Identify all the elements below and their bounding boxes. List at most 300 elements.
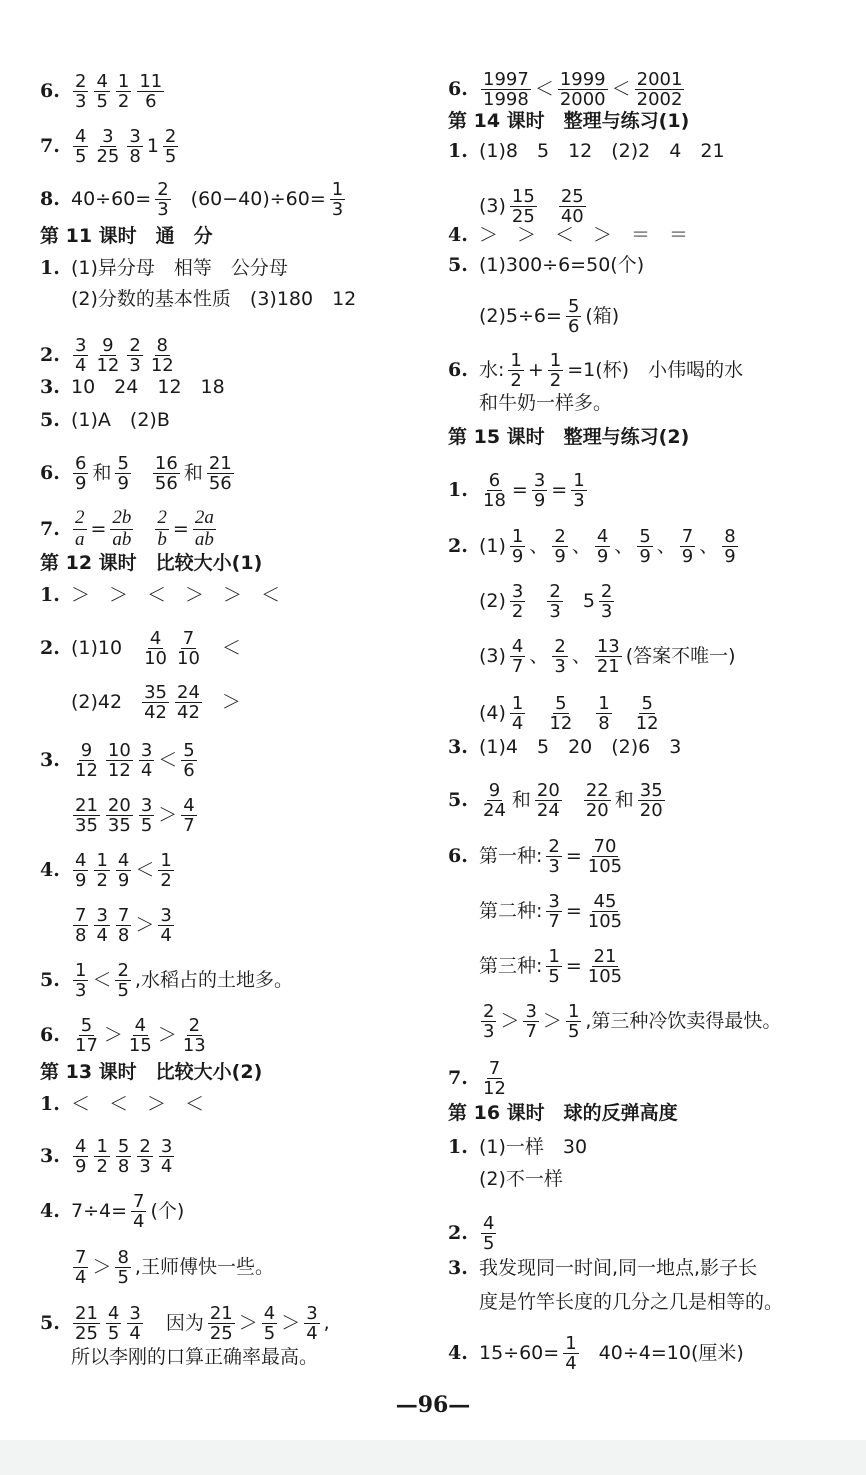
- question-number: 4.: [448, 224, 468, 246]
- question-number: 1.: [448, 140, 468, 162]
- fraction: [115, 1248, 130, 1288]
- answer-line: [40, 796, 200, 836]
- fraction-denominator: 24: [483, 800, 506, 822]
- answer-text: 因为: [146, 1312, 204, 1335]
- answer-text: 、: [699, 535, 719, 558]
- fraction-numerator: 5: [117, 453, 129, 474]
- lesson-heading: [448, 1104, 678, 1123]
- fraction: [73, 796, 100, 836]
- answer-line: [448, 226, 689, 245]
- question-number: 1.: [448, 1136, 468, 1158]
- lesson-title: 第 11 课时 通 分: [40, 225, 213, 247]
- fraction: [304, 1304, 319, 1344]
- answer-line: [40, 906, 177, 946]
- answer-text: ＜: [611, 78, 631, 101]
- fraction-numerator: 4: [149, 628, 162, 649]
- fraction: [566, 1002, 581, 1042]
- fraction-numerator: 1: [573, 470, 585, 491]
- lesson-heading: [40, 227, 213, 246]
- question-number: 3.: [448, 1257, 468, 1279]
- fraction: [137, 1137, 152, 1177]
- answer-line: [40, 1304, 331, 1344]
- answer-text: ＞: [157, 1024, 177, 1047]
- fraction-numerator: 1: [567, 1001, 580, 1022]
- fraction: [73, 336, 88, 376]
- answer-line: [40, 1137, 177, 1177]
- question-number: 1.: [40, 1093, 60, 1115]
- fraction-denominator: 4: [140, 760, 153, 782]
- fraction: [106, 796, 133, 836]
- fraction-denominator: 2: [549, 370, 562, 392]
- fraction-denominator: 7: [525, 1021, 537, 1043]
- fraction-denominator: ab: [112, 528, 132, 550]
- fraction-numerator: 4: [263, 1303, 276, 1324]
- fraction: [552, 527, 567, 567]
- fraction: [73, 906, 88, 946]
- answer-text: 和: [614, 789, 634, 812]
- answer-line: [448, 394, 613, 413]
- fraction-denominator: 5: [75, 146, 87, 168]
- fraction-numerator: 3: [525, 1001, 537, 1022]
- fraction-numerator: 3: [533, 470, 546, 491]
- answer-text: ＞: [135, 914, 155, 937]
- answer-line: [448, 892, 627, 932]
- fraction: [595, 527, 610, 567]
- fraction-numerator: 4: [596, 526, 609, 547]
- fraction-numerator: 8: [156, 335, 168, 356]
- answer-line: [448, 837, 627, 877]
- fraction: [127, 127, 142, 167]
- fraction-denominator: 3: [139, 1156, 151, 1178]
- fraction: [175, 683, 202, 723]
- fraction: [158, 906, 173, 946]
- answer-text: (答案不唯一): [625, 645, 736, 668]
- fraction-numerator: 4: [134, 1015, 147, 1036]
- fraction-denominator: 3: [600, 601, 613, 623]
- answer-line: [40, 411, 171, 430]
- fraction-numerator: 1: [75, 960, 87, 981]
- fraction-numerator: 3: [511, 581, 524, 602]
- fraction-denominator: 2: [117, 91, 130, 113]
- fraction-denominator: 4: [511, 713, 524, 735]
- fraction-numerator: 16: [154, 453, 178, 474]
- answer-text: 和: [92, 462, 112, 485]
- fraction: [532, 471, 547, 511]
- question-number: 6.: [448, 845, 468, 868]
- fraction: [163, 127, 178, 167]
- fraction: [262, 1304, 277, 1344]
- fraction-denominator: 40: [560, 206, 584, 228]
- fraction: [680, 527, 695, 567]
- lesson-heading: [448, 112, 689, 131]
- fraction-denominator: 13: [182, 1035, 206, 1057]
- fraction-denominator: 35: [107, 815, 131, 837]
- answer-line: [40, 586, 281, 605]
- fraction: [73, 508, 87, 550]
- answer-line: [448, 142, 726, 161]
- fraction: [599, 582, 614, 622]
- fraction-denominator: 7: [183, 815, 195, 837]
- answer-line: [448, 1170, 564, 1189]
- fraction-numerator: 1997: [483, 69, 529, 90]
- question-number: 7.: [40, 135, 60, 158]
- answer-line: [40, 454, 237, 494]
- fraction-numerator: 70: [593, 836, 617, 857]
- fraction-numerator: 3: [129, 1303, 141, 1324]
- answer-text: (1)一样 30: [479, 1136, 588, 1158]
- question-number: 2.: [40, 637, 60, 660]
- fraction-denominator: 9: [117, 870, 130, 892]
- footer-band: [0, 1440, 866, 1475]
- fraction-denominator: 9: [596, 546, 609, 568]
- fraction-numerator: 2a: [194, 507, 214, 528]
- fraction: [137, 72, 164, 112]
- question-number: 6.: [40, 1024, 60, 1047]
- answer-line: [40, 290, 357, 309]
- fraction: [563, 1334, 578, 1374]
- fraction-numerator: 1: [510, 350, 522, 371]
- fraction-denominator: 4: [96, 925, 108, 947]
- fraction-denominator: 6: [145, 91, 157, 113]
- answer-line: [448, 582, 617, 622]
- answer-text: =: [90, 517, 107, 540]
- fraction: [181, 1016, 208, 1056]
- question-number: 1.: [40, 257, 60, 279]
- fraction: [481, 471, 508, 511]
- lesson-title: 第 14 课时 整理与练习(1): [448, 110, 690, 132]
- answer-text: 和牛奶一样多。: [479, 392, 613, 414]
- fraction: [73, 1304, 100, 1344]
- fraction: [142, 683, 169, 723]
- fraction-denominator: 9: [75, 1156, 87, 1178]
- answer-text: (2): [479, 590, 506, 613]
- fraction-denominator: 3: [331, 199, 344, 221]
- answer-line: [448, 1293, 784, 1312]
- answer-line: [40, 741, 200, 781]
- answer-line: [40, 961, 294, 1001]
- answer-line: [40, 629, 242, 669]
- fraction-numerator: 7: [488, 1058, 501, 1079]
- answer-text: 、: [529, 645, 549, 668]
- fraction: [510, 527, 525, 567]
- fraction-numerator: 3: [96, 905, 108, 926]
- fraction-numerator: 2: [188, 1015, 201, 1036]
- answer-line: [448, 256, 645, 275]
- question-number: 6.: [448, 359, 468, 382]
- fraction-denominator: 9: [117, 473, 129, 495]
- fraction-numerator: 5: [183, 740, 195, 761]
- answer-text: ＞: [103, 1024, 123, 1047]
- fraction-denominator: 1998: [483, 89, 529, 111]
- answer-line: [40, 336, 179, 376]
- fraction-numerator: 1: [160, 850, 172, 871]
- fraction: [127, 1304, 142, 1344]
- fraction-numerator: 4: [75, 850, 87, 871]
- answer-line: [448, 187, 589, 227]
- answer-text: 1: [146, 135, 159, 158]
- fraction: [559, 187, 586, 227]
- fraction-numerator: 3: [548, 891, 560, 912]
- fraction: [546, 947, 561, 987]
- fraction: [481, 1059, 508, 1099]
- fraction-denominator: 9: [511, 546, 524, 568]
- fraction: [330, 180, 345, 220]
- fraction: [94, 851, 109, 891]
- fraction-denominator: 2000: [559, 89, 606, 111]
- fraction-numerator: 4: [483, 1213, 495, 1234]
- fraction-numerator: 13: [596, 636, 620, 657]
- lesson-title: 第 15 课时 整理与练习(2): [448, 426, 690, 448]
- fraction: [586, 892, 624, 932]
- fraction-denominator: 9: [75, 473, 87, 495]
- fraction: [127, 1016, 154, 1056]
- fraction-denominator: a: [75, 528, 85, 550]
- fraction-denominator: 5: [117, 980, 129, 1002]
- answer-text: (2)42: [71, 691, 123, 714]
- answer-line: [448, 1214, 499, 1254]
- fraction-numerator: 21: [209, 1303, 233, 1324]
- fraction-numerator: 2001: [636, 69, 683, 90]
- fraction: [116, 851, 131, 891]
- answer-text: (1)8 5 12 (2)2 4 21: [479, 140, 725, 162]
- answer-line: [448, 694, 664, 734]
- fraction-numerator: 1: [598, 693, 610, 714]
- lesson-title: 第 12 课时 比较大小(1): [40, 552, 263, 574]
- question-number: 2.: [448, 1222, 468, 1245]
- fraction: [73, 1016, 100, 1056]
- fraction: [94, 1137, 109, 1177]
- fraction-numerator: 5: [80, 1015, 93, 1036]
- answer-text: (2)分数的基本性质 (3)180 12: [71, 288, 357, 310]
- fraction-denominator: 3: [75, 91, 87, 113]
- fraction: [547, 694, 574, 734]
- fraction: [73, 961, 88, 1001]
- fraction: [155, 508, 169, 550]
- answer-text: (3): [479, 195, 506, 218]
- answer-text: ＞: [221, 691, 241, 714]
- answer-line: [40, 259, 289, 278]
- fraction: [155, 180, 170, 220]
- answer-text: =: [565, 845, 582, 868]
- lesson-title: 第 16 课时 球的反弹高度: [448, 1102, 678, 1124]
- fraction-denominator: 9: [639, 546, 651, 568]
- fraction-numerator: 5: [555, 693, 567, 714]
- fraction-numerator: 2: [549, 581, 561, 602]
- answer-line: [40, 180, 348, 220]
- answer-text: 、: [571, 535, 591, 558]
- fraction: [116, 906, 131, 946]
- lesson-heading: [448, 428, 689, 447]
- fraction-denominator: 20: [585, 800, 609, 822]
- fraction-numerator: 7: [75, 905, 87, 926]
- fraction-numerator: 15: [511, 186, 535, 207]
- fraction: [548, 351, 563, 391]
- answer-text: ＜: [92, 969, 112, 992]
- answer-text: (1)10: [71, 637, 123, 660]
- fraction-numerator: 7: [681, 526, 694, 547]
- answer-text: (4): [479, 702, 506, 725]
- fraction-numerator: 2: [157, 179, 169, 200]
- answer-line: [40, 1348, 319, 1367]
- fraction-denominator: 12: [107, 760, 131, 782]
- fraction: [73, 1248, 88, 1288]
- fraction-numerator: 3: [75, 335, 87, 356]
- fraction: [635, 70, 685, 110]
- fraction-denominator: 8: [129, 146, 141, 168]
- fraction-denominator: 8: [598, 713, 610, 735]
- answer-text: =: [551, 479, 568, 502]
- fraction-denominator: 5: [548, 966, 560, 988]
- fraction-denominator: ab: [194, 528, 214, 550]
- fraction-denominator: 2: [96, 1156, 108, 1178]
- fraction-numerator: 2: [600, 581, 613, 602]
- answer-text: 度是竹竿长度的几分之几是相等的。: [479, 1291, 784, 1313]
- answer-line: [448, 471, 590, 511]
- answer-text: 15÷60=: [479, 1342, 560, 1365]
- fraction-numerator: 1999: [559, 69, 606, 90]
- answer-text: 第二种:: [479, 900, 543, 923]
- answer-text: ,第三种冷饮卖得最快。: [585, 1010, 782, 1033]
- question-number: 1.: [40, 584, 60, 606]
- fraction-denominator: 25: [96, 146, 120, 168]
- fraction-denominator: 8: [117, 1156, 130, 1178]
- fraction-denominator: 12: [635, 713, 659, 735]
- fraction-denominator: 9: [533, 490, 546, 512]
- fraction-numerator: 4: [75, 1136, 87, 1157]
- fraction: [595, 637, 622, 677]
- fraction: [181, 796, 196, 836]
- fraction-numerator: 21: [208, 453, 232, 474]
- fraction: [546, 837, 561, 877]
- fraction: [175, 629, 202, 669]
- answer-line: [448, 70, 687, 110]
- answer-text: (1)A (2)B: [71, 409, 170, 431]
- answer-text: =: [511, 479, 528, 502]
- answer-text: ,王师傅快一些。: [134, 1256, 274, 1279]
- fraction-denominator: 2002: [636, 89, 683, 111]
- left-column: [40, 0, 450, 1420]
- fraction-numerator: 3: [140, 795, 153, 816]
- fraction-numerator: 2: [483, 1001, 495, 1022]
- fraction-numerator: 1: [549, 350, 562, 371]
- fraction-denominator: 24: [536, 800, 560, 822]
- fraction-numerator: 4: [183, 795, 195, 816]
- question-number: 3.: [40, 749, 60, 772]
- answer-text: (1)异分母 相等 公分母: [71, 257, 288, 279]
- lesson-heading: [40, 554, 262, 573]
- answer-line: [40, 683, 242, 723]
- fraction-numerator: 5: [641, 693, 653, 714]
- question-number: 6.: [448, 78, 468, 101]
- fraction-numerator: 3: [160, 905, 172, 926]
- answer-text: =: [565, 955, 582, 978]
- fraction-denominator: b: [157, 528, 167, 550]
- question-number: 6.: [40, 462, 60, 485]
- lesson-heading: [40, 1063, 262, 1082]
- fraction: [73, 1137, 88, 1177]
- answer-text: (个): [150, 1200, 185, 1223]
- fraction: [508, 351, 523, 391]
- question-number: 4.: [448, 1342, 468, 1365]
- fraction: [584, 781, 611, 821]
- fraction-numerator: 10: [107, 740, 131, 761]
- fraction: [558, 70, 608, 110]
- fraction-denominator: 25: [75, 1323, 98, 1345]
- fraction-numerator: 20: [536, 780, 560, 801]
- fraction-numerator: 3: [306, 1303, 318, 1324]
- fraction-numerator: 6: [75, 453, 87, 474]
- fraction: [571, 471, 586, 511]
- answer-text: 40÷60=: [71, 188, 152, 211]
- fraction-denominator: 3: [549, 601, 561, 623]
- fraction-numerator: 4: [96, 71, 108, 92]
- question-number: 6.: [40, 80, 60, 103]
- question-number: 3.: [40, 376, 60, 398]
- fraction-numerator: 22: [585, 780, 609, 801]
- fraction-numerator: 21: [75, 795, 98, 816]
- question-number: 1.: [448, 479, 468, 502]
- answer-text: ＜: [158, 749, 178, 772]
- answer-line: [448, 527, 741, 567]
- fraction-numerator: 3: [160, 1136, 173, 1157]
- fraction: [510, 187, 537, 227]
- fraction-denominator: 3: [129, 355, 141, 377]
- answer-text: ＜: [135, 859, 155, 882]
- answer-text: ＞: [158, 804, 178, 827]
- fraction-numerator: 2: [554, 526, 566, 547]
- answer-text: 、: [571, 645, 591, 668]
- fraction-denominator: 5: [483, 1233, 495, 1255]
- fraction: [586, 837, 624, 877]
- answer-line: [448, 637, 737, 677]
- answer-text: (1)300÷6=50(个): [479, 254, 645, 276]
- fraction: [159, 1137, 174, 1177]
- answer-text: 、: [656, 535, 676, 558]
- fraction-numerator: 5: [567, 296, 580, 317]
- fraction-numerator: 1: [96, 850, 108, 871]
- fraction-denominator: 4: [129, 1323, 141, 1345]
- question-number: 4.: [40, 859, 60, 882]
- question-number: 2.: [40, 344, 60, 367]
- answer-text: ＞: [281, 1312, 301, 1335]
- fraction-denominator: 12: [96, 355, 120, 377]
- answer-line: [448, 738, 682, 757]
- fraction-numerator: 7: [182, 628, 195, 649]
- fraction-numerator: 20: [107, 795, 131, 816]
- question-number: 3.: [40, 1145, 60, 1168]
- fraction-denominator: 4: [160, 1156, 173, 1178]
- fraction-numerator: 1: [331, 179, 344, 200]
- answer-line: [40, 508, 219, 550]
- fraction-denominator: 105: [587, 856, 623, 878]
- fraction-denominator: 2: [96, 870, 108, 892]
- answer-text: ＜ ＜ ＞ ＜: [71, 1093, 205, 1115]
- fraction: [546, 892, 561, 932]
- answer-text: ＜: [221, 637, 241, 660]
- answer-line: [448, 947, 627, 987]
- fraction-denominator: 4: [565, 1353, 577, 1375]
- question-number: 3.: [448, 736, 468, 758]
- page-number: —96—: [395, 1392, 471, 1418]
- answer-text: (箱): [585, 305, 620, 328]
- fraction: [106, 1304, 121, 1344]
- answer-line: [40, 1095, 205, 1114]
- lesson-title: 第 13 课时 比较大小(2): [40, 1061, 263, 1083]
- question-number: 2.: [448, 535, 468, 558]
- fraction-denominator: 3: [573, 490, 585, 512]
- answer-text: (60−40)÷60=: [190, 188, 326, 211]
- fraction: [638, 781, 665, 821]
